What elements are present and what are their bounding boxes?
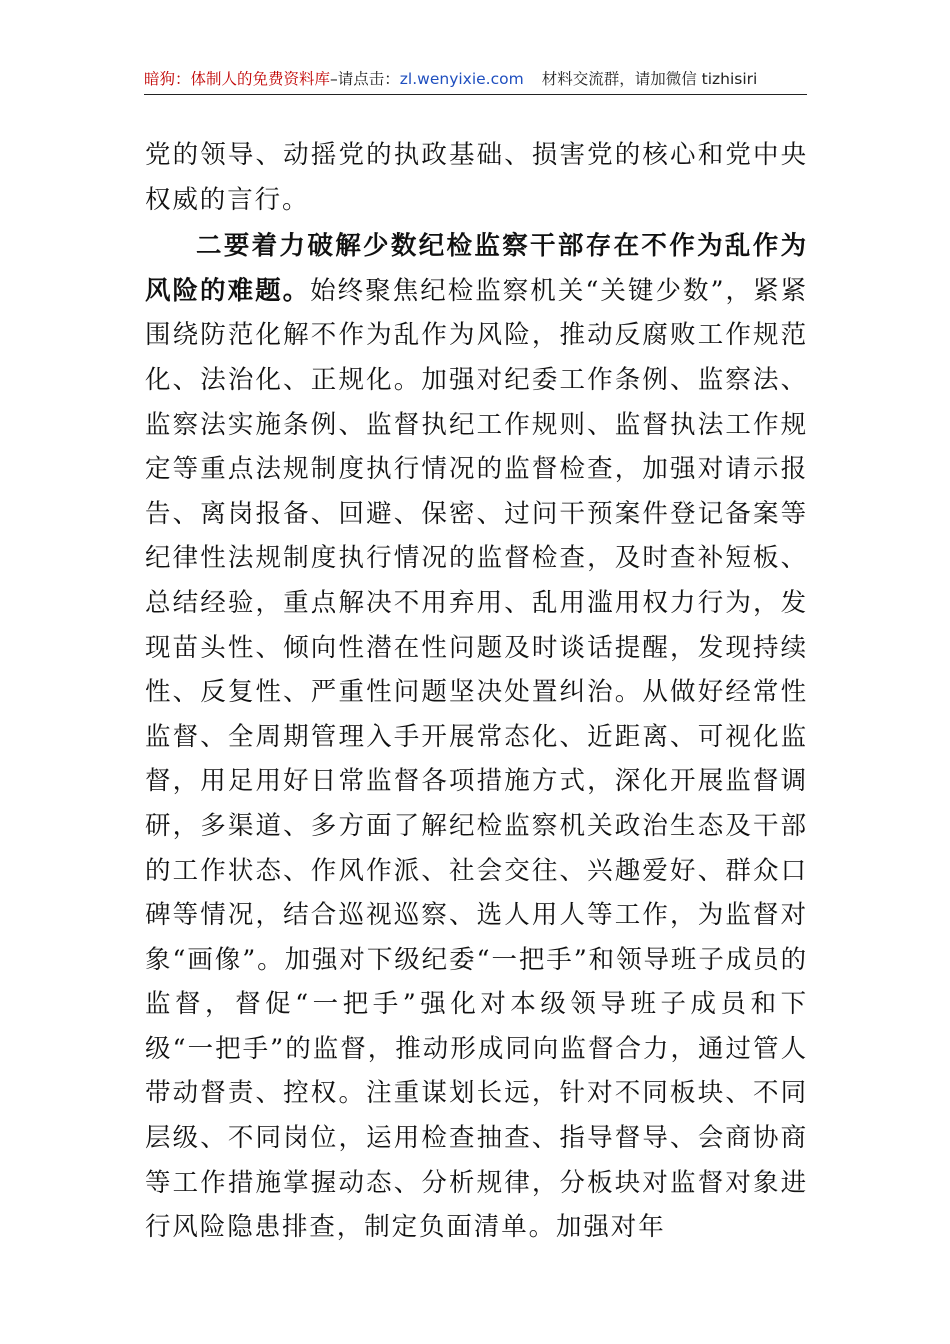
paragraph-1: 党的领导、动摇党的执政基础、损害党的核心和党中央权威的言行。 [145,140,808,215]
page-header [144,68,807,90]
document-body [145,133,808,1250]
paragraph-2-heading: 二要着力破解少数纪检监察干部存在不作为乱作为风险的难题。 [145,231,808,306]
header-divider [144,94,807,95]
header-click-prompt: –请点击： [330,70,400,88]
paragraph-2-text: 始终聚焦纪检监察机关“关键少数”，紧紧围绕防范化解不作为乱作为风险，推动反腐败工作规范化、法治化、正规化。加强对纪委工作条例、监察法、监察法实施条例、监督执纪工作规则、监督执法工作规定等重点法规制度执行情况的监督检查，加强对请示报告、离岗报备、回避、保密、过问干预案件登记备案等纪律性法规制度执行情况的监督检查，及时查补短板、总结经验，重点解决不用弃用、乱用滥用权力行为，发现苗头性、倾向性潜在性问题及时谈话提醒，发现持续性、反复性、严重性问题坚决处置纠治。从做好经常性监督、全周期管理入手开展常态化、近距离、可视化监督，用足用好日常监督各项措施方式，深化开展监督调研，多渠道、多方面了解纪检监察机关政治生态及干部的工作状态、作风作派、社会交往、兴趣爱好、群众口碑等情况，结合巡视巡察、选人用人等工作，为监督对象“画像”。加强对下级纪委“一把手”和领导班子成员的监督，督促“一把手”强化对本级领导班子成员和下级“一把手”的监督，推动形成同向监督合力，通过管人带动督责、控权。注重谋划长远，针对不同板块、不同层级、不同岗位，运用检查抽查、指导督导、会商协商等工作措施掌握动态、分析规律，分板块对监督对象进行风险隐患排查，制定负面清单。加强对年 [145,275,808,1243]
header-url-link[interactable]: zl.wenyixie.com [399,70,524,88]
header-site-name: 暗狗：体制人的免费资料库 [144,70,331,88]
header-contact: 材料交流群，请加微信 tizhisiri [541,70,758,88]
paragraph-2 [145,224,808,1250]
